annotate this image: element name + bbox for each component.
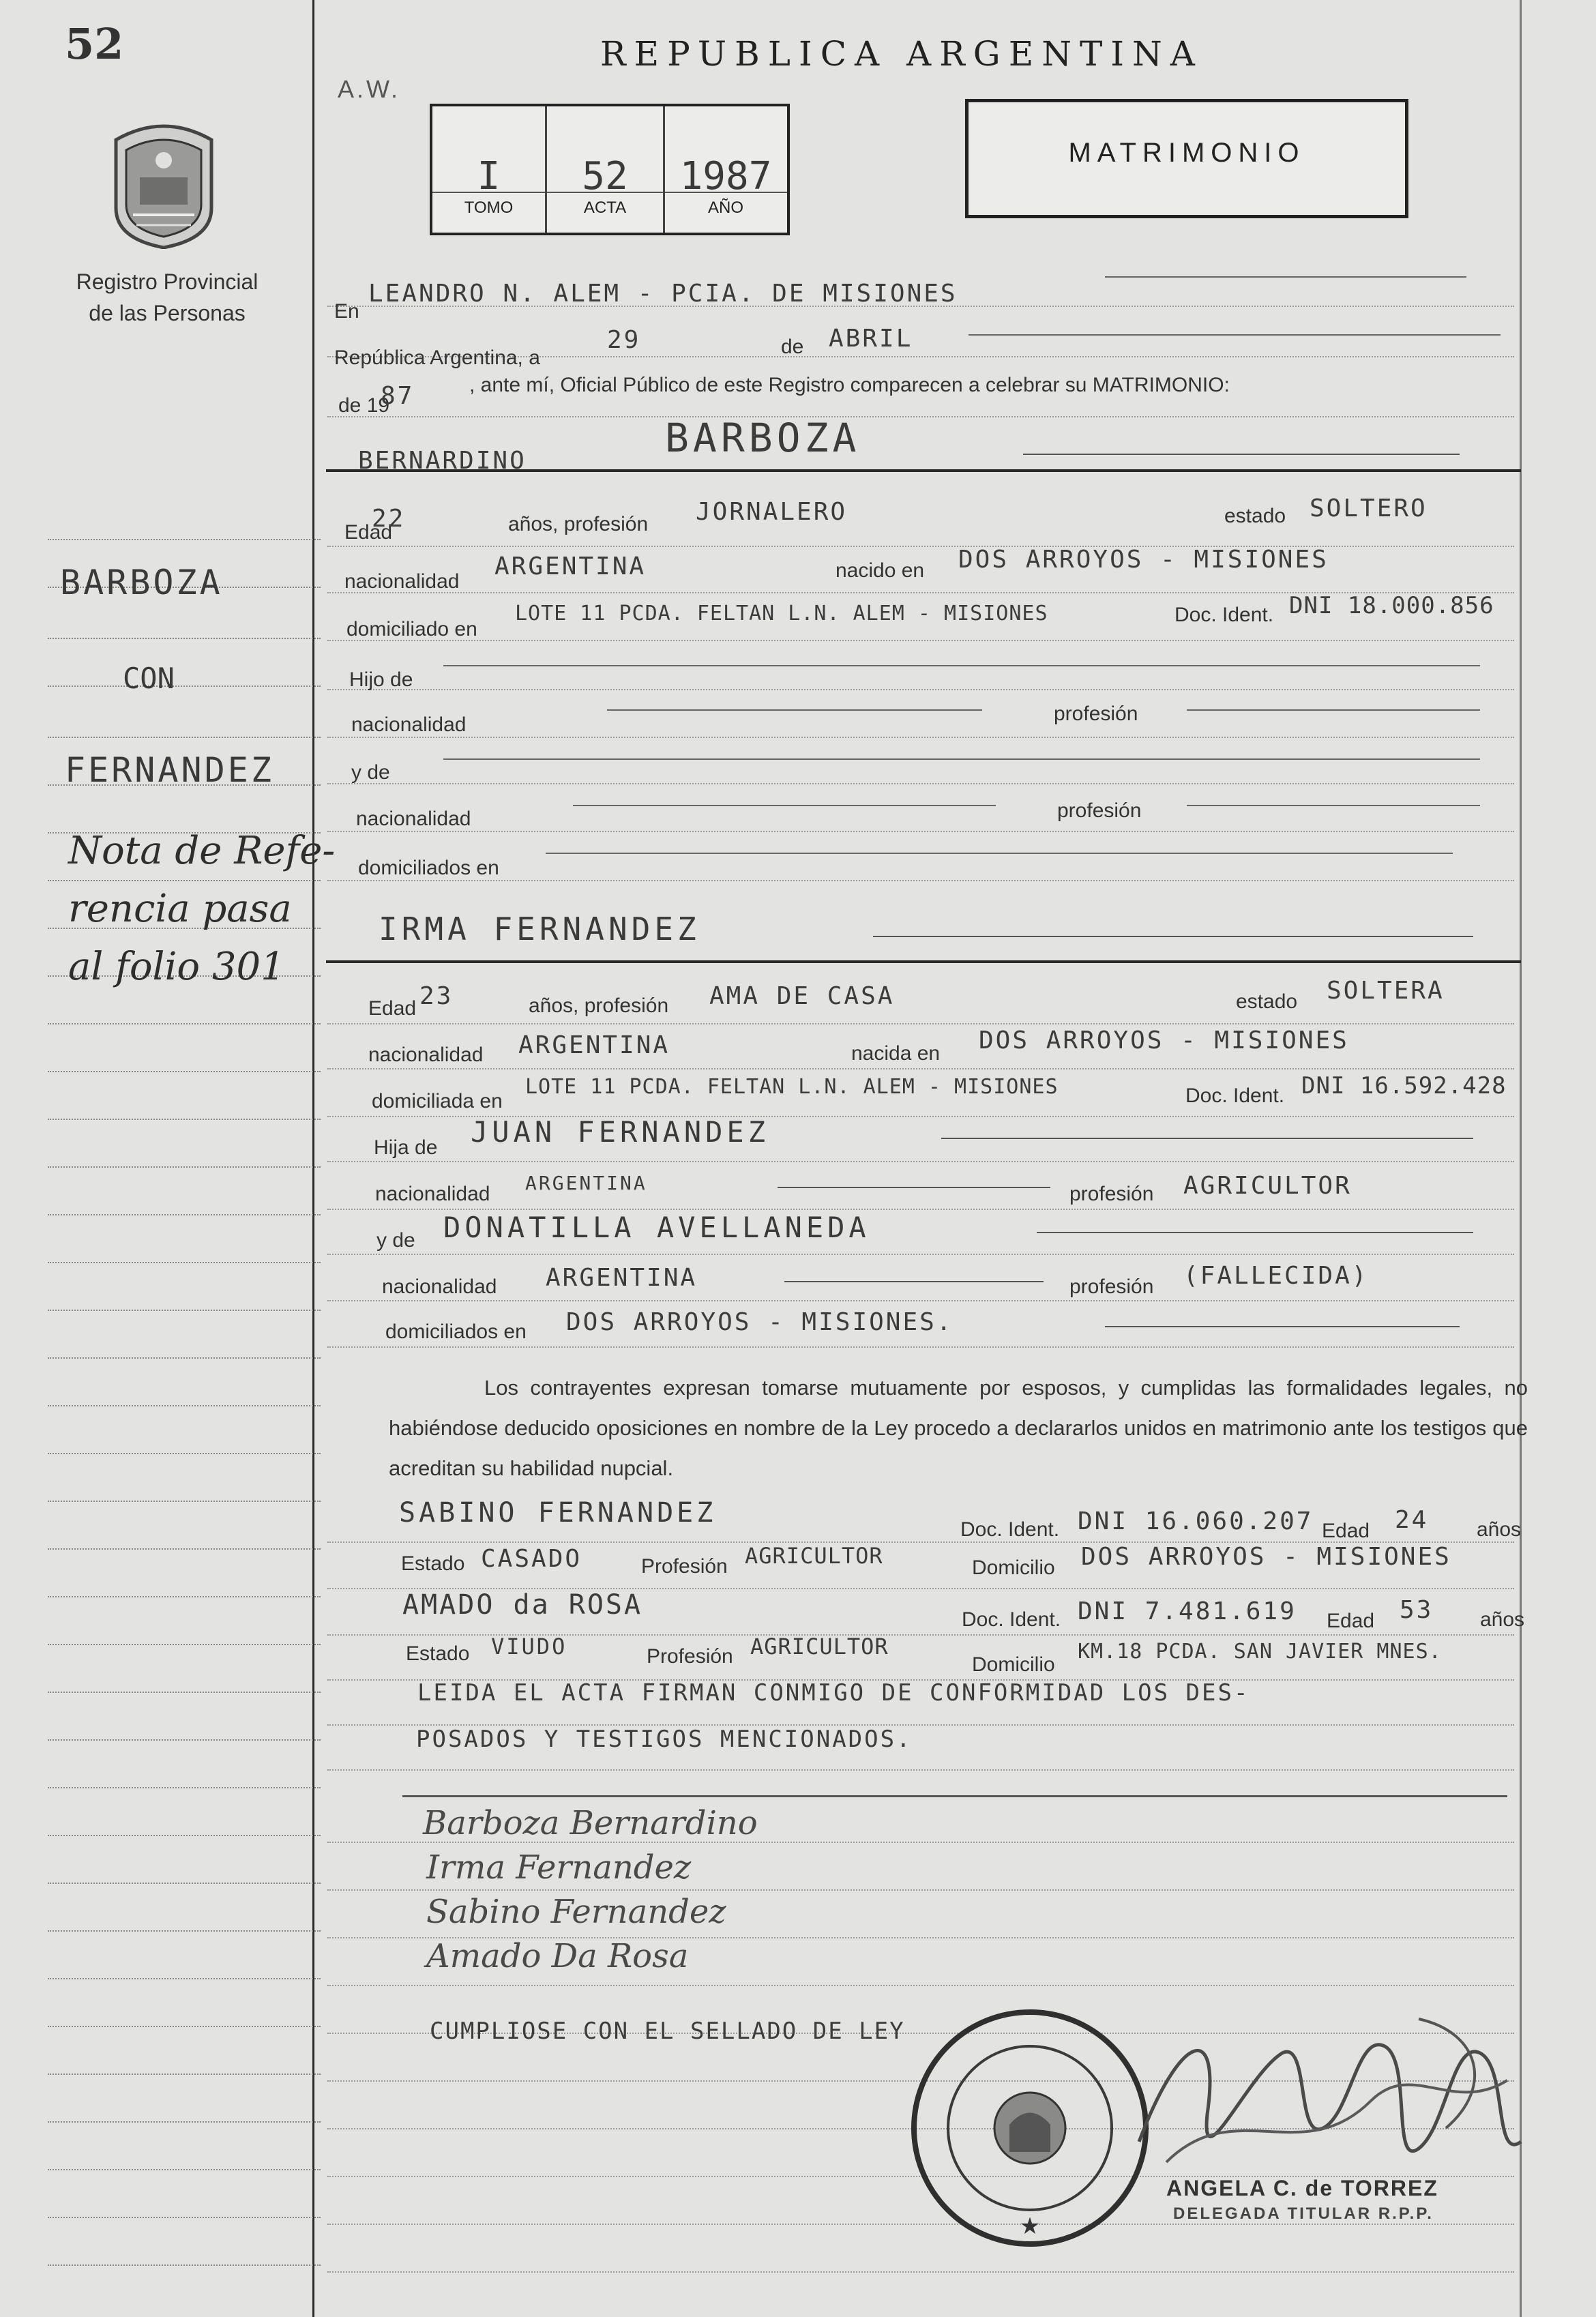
domicilio-label: Domicilio bbox=[972, 1653, 1055, 1676]
right-margin-rule bbox=[1520, 0, 1522, 2317]
form-line bbox=[327, 1769, 1514, 1771]
domiciliado-label: domiciliado en bbox=[346, 618, 477, 640]
margin-line bbox=[48, 2074, 321, 2075]
father-profession: AGRICULTOR bbox=[1183, 1172, 1352, 1200]
doc-ident-label: Doc. Ident. bbox=[960, 1518, 1060, 1541]
form-line bbox=[327, 1346, 1514, 1348]
section-rule-signatures bbox=[402, 1795, 1507, 1797]
witness2-status: VIUDO bbox=[491, 1634, 567, 1659]
estado-label: Estado bbox=[406, 1642, 470, 1665]
bride-age: 23 bbox=[419, 982, 454, 1010]
estado-label: estado bbox=[1236, 990, 1298, 1013]
official-signature-icon bbox=[1125, 1992, 1535, 2217]
de-label: de bbox=[781, 336, 804, 358]
doc-ident-label: Doc. Ident. bbox=[962, 1608, 1061, 1631]
groom-status: SOLTERO bbox=[1310, 495, 1428, 522]
section-rule-bride bbox=[326, 960, 1521, 963]
form-line bbox=[327, 1161, 1514, 1162]
witness1-name: SABINO FERNANDEZ bbox=[399, 1497, 717, 1529]
closing-line1: LEIDA EL ACTA FIRMAN CONMIGO DE CONFORMIDAD LOS DES- bbox=[417, 1679, 1250, 1707]
en-label: En bbox=[334, 300, 359, 323]
nacionalidad-label: nacionalidad bbox=[356, 808, 471, 830]
hijo-de-label: Hijo de bbox=[349, 668, 413, 691]
margin-line bbox=[48, 1262, 321, 1263]
nacida-en-label: nacida en bbox=[851, 1042, 941, 1065]
nacionalidad-label: nacionalidad bbox=[351, 713, 467, 736]
hija-de-label: Hija de bbox=[374, 1136, 438, 1159]
official-role: DELEGADA TITULAR R.P.P. bbox=[1173, 2204, 1434, 2223]
form-line bbox=[327, 2271, 1514, 2273]
groom-profession: JORNALERO bbox=[696, 498, 848, 526]
mother-nationality: ARGENTINA bbox=[546, 1264, 698, 1292]
year-suffix: 87 bbox=[381, 382, 415, 410]
record-number-box bbox=[430, 104, 790, 235]
blank-line bbox=[969, 334, 1501, 336]
margin-line bbox=[48, 1692, 321, 1693]
nacionalidad-label: nacionalidad bbox=[382, 1275, 497, 1298]
blank-line bbox=[784, 1281, 1044, 1282]
margin-line bbox=[48, 1023, 321, 1024]
domicilio-label: Domicilio bbox=[972, 1556, 1055, 1579]
witness1-address: DOS ARROYOS - MISIONES bbox=[1081, 1543, 1451, 1571]
blank-line bbox=[941, 1138, 1473, 1139]
republica-label: República Argentina, a bbox=[334, 346, 540, 369]
blank-line bbox=[1187, 709, 1480, 711]
place-value: LEANDRO N. ALEM - PCIA. DE MISIONES bbox=[368, 280, 958, 308]
margin-line bbox=[48, 685, 321, 687]
parents-address: DOS ARROYOS - MISIONES. bbox=[566, 1308, 954, 1336]
margin-line bbox=[48, 1310, 321, 1311]
certificate-type-box bbox=[965, 99, 1408, 218]
groom-birthplace: DOS ARROYOS - MISIONES bbox=[958, 546, 1329, 574]
mother-profession: (FALLECIDA) bbox=[1183, 1262, 1369, 1290]
provincial-crest-icon bbox=[102, 113, 225, 249]
registry-office-name bbox=[61, 266, 273, 329]
acta-cell bbox=[547, 106, 665, 233]
doc-ident-label: Doc. Ident. bbox=[1185, 1084, 1285, 1107]
groom-surname: BARBOZA bbox=[665, 415, 861, 461]
margin-line bbox=[48, 1071, 321, 1072]
witness2-profession: AGRICULTOR bbox=[750, 1634, 889, 1659]
blank-line bbox=[873, 936, 1473, 937]
margin-line bbox=[48, 1930, 321, 1932]
domiciliados-label: domiciliados en bbox=[358, 857, 499, 879]
tomo-cell bbox=[432, 106, 547, 233]
margin-line bbox=[48, 1644, 321, 1645]
signature-witness1: Sabino Fernandez bbox=[426, 1893, 726, 1931]
profesion-label: profesión bbox=[1069, 1275, 1154, 1298]
blank-line bbox=[1037, 1232, 1473, 1233]
signature-witness2: Amado Da Rosa bbox=[426, 1937, 689, 1975]
domiciliados-label: domiciliados en bbox=[385, 1320, 527, 1343]
margin-line bbox=[48, 1883, 321, 1884]
margin-line bbox=[48, 2169, 321, 2170]
margin-line bbox=[48, 1835, 321, 1836]
margin-line bbox=[48, 2121, 321, 2123]
margin-line bbox=[48, 1501, 321, 1502]
margin-note-line2: rencia pasa bbox=[68, 887, 292, 931]
margin-line bbox=[48, 2217, 321, 2218]
profesion-label: Profesión bbox=[647, 1645, 733, 1668]
nacionalidad-label: nacionalidad bbox=[375, 1183, 490, 1205]
margin-con: CON bbox=[123, 662, 175, 695]
blank-line bbox=[573, 805, 996, 806]
ano-label: AÑO bbox=[707, 198, 743, 217]
profesion-label: profesión bbox=[1069, 1183, 1154, 1205]
form-line bbox=[327, 1254, 1514, 1255]
profesion-label: profesión bbox=[1054, 703, 1138, 725]
form-line bbox=[327, 1985, 1514, 1986]
blank-line bbox=[1105, 1326, 1460, 1327]
estado-label: Estado bbox=[401, 1552, 465, 1575]
form-line bbox=[327, 689, 1514, 690]
edad-label: Edad bbox=[368, 997, 417, 1020]
initials-note: A.W. bbox=[338, 75, 401, 103]
blank-line bbox=[1187, 805, 1480, 806]
anos-label: años bbox=[1480, 1608, 1525, 1631]
y-de-label: y de bbox=[376, 1229, 415, 1252]
witness1-doc: DNI 16.060.207 bbox=[1078, 1507, 1314, 1535]
bride-nationality: ARGENTINA bbox=[518, 1031, 670, 1059]
groom-age: 22 bbox=[372, 505, 406, 533]
edad-label: Edad bbox=[1322, 1520, 1370, 1542]
edad-label: Edad bbox=[344, 521, 393, 544]
witness1-profession: AGRICULTOR bbox=[745, 1543, 883, 1569]
margin-line bbox=[48, 2264, 321, 2266]
signature-bride: Irma Fernandez bbox=[426, 1848, 692, 1887]
groom-doc: DNI 18.000.856 bbox=[1289, 592, 1494, 619]
closing-line2: POSADOS Y TESTIGOS MENCIONADOS. bbox=[416, 1726, 913, 1753]
form-line bbox=[327, 1023, 1514, 1024]
nacido-en-label: nacido en bbox=[836, 559, 925, 582]
form-line bbox=[327, 1889, 1514, 1891]
edad-label: Edad bbox=[1327, 1610, 1375, 1632]
witness1-status: CASADO bbox=[481, 1545, 582, 1573]
official-name: ANGELA C. de TORREZ bbox=[1166, 2176, 1438, 2200]
country-header: REPUBLICA ARGENTINA bbox=[600, 34, 1203, 74]
year-prefix: de 19 bbox=[338, 394, 390, 417]
bride-mother: DONATILLA AVELLANEDA bbox=[443, 1211, 870, 1244]
margin-line bbox=[48, 1596, 321, 1597]
y-de-label: y de bbox=[351, 761, 390, 784]
form-line bbox=[327, 546, 1514, 547]
margin-line bbox=[48, 638, 321, 639]
margin-line bbox=[48, 1214, 321, 1215]
statement-paragraph: Los contrayentes expresan tomarse mutuamente por esposos, y cumplidas las formalidades legales, no habiéndose deducido oposiciones en nombre de la Ley procedo a declararlos unidos en matrimonio ante los testigos que acreditan su habilidad nupcial. bbox=[389, 1376, 1528, 1480]
estado-label: estado bbox=[1224, 505, 1286, 527]
margin-line bbox=[48, 1739, 321, 1741]
seal-note: CUMPLIOSE CON EL SELLADO DE LEY bbox=[430, 2018, 905, 2045]
margin-surname-groom: BARBOZA bbox=[60, 563, 223, 602]
tomo-value: I bbox=[477, 154, 501, 198]
witness2-doc: DNI 7.481.619 bbox=[1078, 1597, 1297, 1625]
witness1-age: 24 bbox=[1395, 1506, 1429, 1534]
blank-line bbox=[546, 853, 1453, 854]
acta-value: 52 bbox=[582, 154, 628, 198]
svg-text:★: ★ bbox=[1019, 2213, 1041, 2239]
form-line bbox=[327, 416, 1514, 417]
form-line bbox=[327, 783, 1514, 784]
blank-line bbox=[443, 665, 1480, 666]
margin-line bbox=[48, 1166, 321, 1168]
blank-line bbox=[1105, 276, 1466, 278]
witness2-name: AMADO da ROSA bbox=[402, 1589, 643, 1621]
signature-groom: Barboza Bernardino bbox=[423, 1804, 758, 1842]
bride-profession: AMA DE CASA bbox=[709, 982, 895, 1010]
certificate-type: MATRIMONIO bbox=[1068, 138, 1305, 168]
ano-cell bbox=[664, 106, 787, 233]
domiciliada-label: domiciliada en bbox=[372, 1090, 503, 1112]
form-line bbox=[327, 831, 1514, 832]
margin-line bbox=[48, 1405, 321, 1406]
form-line bbox=[327, 1209, 1514, 1210]
margin-note-line3: al folio 301 bbox=[68, 945, 285, 989]
acta-label: ACTA bbox=[583, 198, 627, 217]
bride-address: LOTE 11 PCDA. FELTAN L.N. ALEM - MISIONES bbox=[525, 1075, 1059, 1099]
margin-line bbox=[48, 880, 321, 881]
margin-line bbox=[48, 737, 321, 738]
anos-profesion-label: años, profesión bbox=[508, 513, 649, 535]
ano-value: 1987 bbox=[679, 154, 772, 198]
groom-nationality: ARGENTINA bbox=[494, 552, 647, 580]
margin-line bbox=[48, 1787, 321, 1788]
margin-line bbox=[48, 1119, 321, 1120]
margin-line bbox=[48, 1978, 321, 1979]
margin-line bbox=[48, 2026, 321, 2027]
margin-divider bbox=[312, 0, 314, 2317]
groom-address: LOTE 11 PCDA. FELTAN L.N. ALEM - MISIONES bbox=[515, 602, 1048, 625]
registry-name-line1: Registro Provincial bbox=[76, 269, 258, 294]
form-line bbox=[327, 880, 1514, 881]
margin-note-line1: Nota de Refe- bbox=[68, 829, 336, 873]
form-line bbox=[327, 1068, 1514, 1069]
blank-line bbox=[443, 758, 1480, 760]
groom-first-name: BERNARDINO bbox=[358, 447, 527, 475]
bride-status: SOLTERA bbox=[1327, 977, 1445, 1005]
bride-full-name: IRMA FERNANDEZ bbox=[379, 911, 700, 947]
form-line bbox=[327, 737, 1514, 738]
form-line bbox=[327, 640, 1514, 641]
form-line bbox=[327, 1300, 1514, 1301]
margin-surname-bride: FERNANDEZ bbox=[65, 750, 274, 790]
anos-label: años bbox=[1477, 1518, 1522, 1541]
bride-doc: DNI 16.592.428 bbox=[1301, 1072, 1507, 1100]
tomo-label: TOMO bbox=[464, 198, 514, 217]
page-number: 52 bbox=[65, 19, 124, 69]
day-value: 29 bbox=[607, 326, 641, 354]
margin-line bbox=[48, 1548, 321, 1550]
blank-line bbox=[1023, 454, 1460, 455]
appear-text: , ante mí, Oficial Público de este Registro comparecen a celebrar su MATRIMONIO: bbox=[469, 374, 1230, 396]
witness2-age: 53 bbox=[1400, 1596, 1434, 1624]
official-seal-icon bbox=[907, 2005, 1153, 2251]
father-nationality: ARGENTINA bbox=[525, 1172, 647, 1194]
nacionalidad-label: nacionalidad bbox=[368, 1044, 484, 1066]
registry-name-line2: de las Personas bbox=[89, 301, 246, 325]
blank-line bbox=[778, 1187, 1050, 1188]
bride-father: JUAN FERNANDEZ bbox=[471, 1115, 770, 1149]
doc-ident-label: Doc. Ident. bbox=[1174, 604, 1274, 626]
profesion-label: Profesión bbox=[641, 1555, 728, 1578]
profesion-label: profesión bbox=[1057, 799, 1142, 822]
margin-line bbox=[48, 539, 321, 540]
nacionalidad-label: nacionalidad bbox=[344, 570, 460, 593]
witness2-address: KM.18 PCDA. SAN JAVIER MNES. bbox=[1078, 1640, 1442, 1664]
blank-line bbox=[607, 709, 982, 711]
anos-profesion-label: años, profesión bbox=[529, 994, 669, 1017]
month-value: ABRIL bbox=[829, 325, 913, 353]
bride-birthplace: DOS ARROYOS - MISIONES bbox=[979, 1027, 1349, 1054]
margin-line bbox=[48, 1453, 321, 1454]
margin-line bbox=[48, 1357, 321, 1359]
